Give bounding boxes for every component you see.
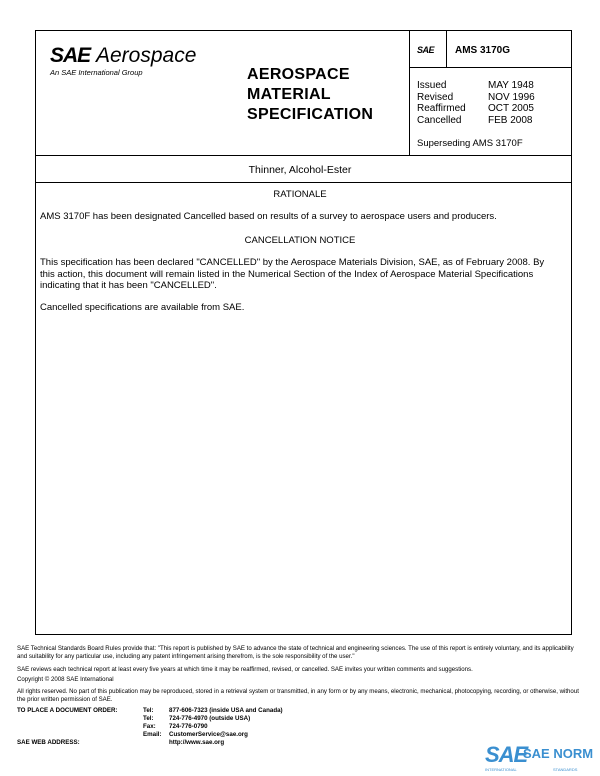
date-row [417,115,535,127]
contact-value: 724-776-4970 (outside USA) [169,715,251,722]
date-label: Issued [417,80,447,91]
aerospace-logo-text: Aerospace [96,44,197,67]
watermark-sae-logo: SAE [485,742,528,767]
title-line: MATERIAL [247,86,331,103]
contact-label: Tel: [143,707,154,714]
small-sae-logo: SAE [417,45,435,55]
title-line: SPECIFICATION [247,106,374,123]
rights-text: All rights reserved. No part of this publication may be reproduced, stored in a retrieval system or transmitted, in any form or by any means, electronic, mechanical, photocopying, recording, or otherwise, without the prior written permission of SAE. [17,688,579,703]
sae-logo: SAE [50,44,91,67]
ams-box-rule [409,67,572,68]
order-info [17,707,283,747]
contact-label: Tel: [143,715,154,722]
web-label: SAE WEB ADDRESS: [17,739,80,746]
title-line: AEROSPACE [247,66,350,83]
contact-label: Email: [143,731,162,738]
date-history [417,80,535,126]
rationale-heading: RATIONALE [273,189,327,200]
web-link[interactable]: http://www.sae.org [169,739,225,746]
date-row [417,103,535,115]
watermark-text: SAE NORM [523,746,594,761]
header-divider [409,30,410,155]
review-text: SAE reviews each technical report at least every five years at which time it may be reaffirmed, revised, or cancelled. SAE invites your written comments and suggestions. [17,666,473,673]
availability-text: Cancelled specifications are available from SAE. [40,302,245,313]
date-label: Cancelled [417,114,462,126]
cancellation-text: This specification has been declared "CANCELLED" by the Aerospace Materials Division, SAE, as of February 2008. By this action, this document will remain listed in the Numerical Section of the Index of Aerospace Material Specifications indicating that it has been "CANCELLED". [40,257,545,291]
logo-subtitle: An SAE International Group [50,68,143,77]
watermark-sub-international: INTERNATIONAL [485,767,517,772]
date-row [417,80,535,92]
rules-text: SAE Technical Standards Board Rules provide that: "This report is published by SAE to advance the state of technical and engineering sciences. The use of this report is entirely voluntary, and its applicability and suitability for any particular use, including any patent infringement arising therefrom, is the sole responsibility of the user." [17,645,574,660]
watermark-sub-standards: STANDARDS [553,767,578,772]
header-bottom-rule [35,155,572,156]
rationale-text: AMS 3170F has been designated Cancelled based on results of a survey to aerospace users and producers. [40,211,497,222]
date-row [417,92,535,104]
date-value: NOV 1996 [488,91,535,103]
sae-norm-watermark [485,742,594,772]
order-label: TO PLACE A DOCUMENT ORDER: [17,707,118,714]
contact-label: Fax: [143,723,156,730]
ams-number: AMS 3170G [455,45,511,56]
copyright: Copyright © 2008 SAE International [17,676,114,683]
date-value: OCT 2005 [488,103,534,114]
email-link[interactable]: CustomerService@sae.org [169,731,248,738]
cancellation-heading: CANCELLATION NOTICE [244,235,356,246]
subject-bottom-rule [35,182,572,183]
date-value: MAY 1948 [488,80,534,91]
date-label: Revised [417,91,454,103]
date-label: Reaffirmed [417,103,466,114]
document-type-title [247,65,373,125]
ams-box-divider [446,30,447,67]
superseding-note: Superseding AMS 3170F [417,138,523,149]
date-value: FEB 2008 [488,114,533,126]
document-subject: Thinner, Alcohol-Ester [248,164,352,176]
contact-value: 724-776-0790 [169,723,208,730]
contact-value: 877-606-7323 (inside USA and Canada) [169,707,283,714]
